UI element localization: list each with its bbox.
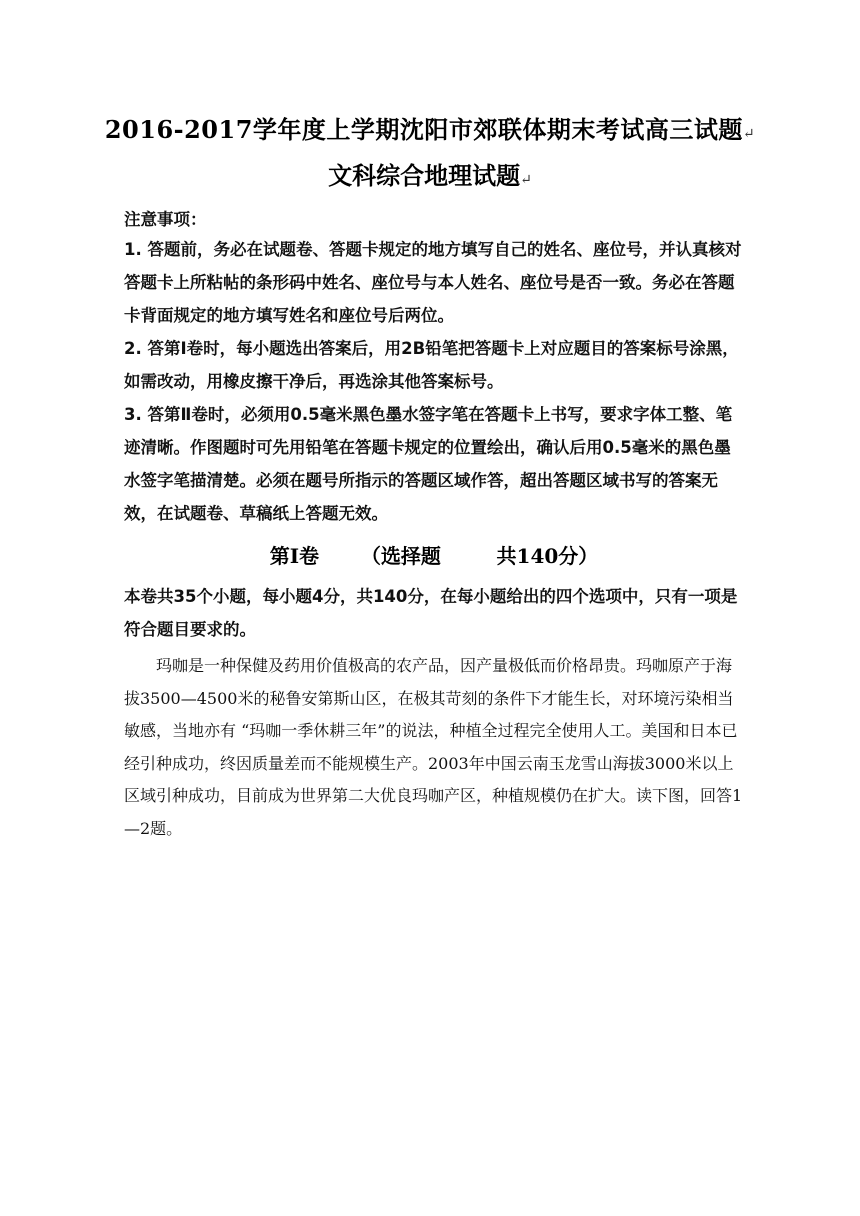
section-intro-text: 本卷共35个小题，每小题4分，共140分，在每小题给出的四个选项中，只有一项是符合题目要求的。 (124, 587, 738, 639)
passage-text: 玛咖是一种保健及药用价值极高的农产品，因产量极低而价格昂贵。玛咖原产于海拔3500—4500米的秘鲁安第斯山区，在极其苛刻的条件下才能生长，对环境污染相当敏感，当地亦有 “玛咖一季休耕三年”的说法，种植全过程完全使用人工。美国和日本已经引种成功，终因质量差而不能规模生产。2003年中国云南玉龙雪山海拔3000米以上区域引种成功，目前成为世界第二大优良玛咖产区，种植规模仍在扩大。读下图，回答1—2题。 (124, 656, 743, 838)
section-heading: 第Ⅰ卷 （选择题 共140分） (269, 544, 599, 568)
note-item-2 (124, 332, 744, 398)
paragraph-mark: ↵ (520, 172, 532, 188)
title-line-1: 2016-2017学年度上学期沈阳市郊联体期末考试高三试题 (104, 115, 743, 144)
title-line-2: 文科综合地理试题 (328, 161, 521, 190)
note-text: 3. 答第Ⅱ卷时，必须用0.5毫米黑色墨水签字笔在答题卡上书写，要求字体工整、笔迹清晰。作图题时可先用铅笔在答题卡规定的位置绘出，确认后用0.5毫米的黑色墨水签字笔描清楚。必须在题号所指示的答题区域作答，超出答题区域书写的答案无效，在试题卷、草稿纸上答题无效。 (124, 405, 733, 523)
document-title (100, 110, 760, 145)
note-text: 2. 答第Ⅰ卷时，每小题选出答案后，用2B铅笔把答题卡上对应题目的答案标号涂黑，如需改动，用橡皮擦干净后，再选涂其他答案标号。 (124, 339, 739, 391)
document-subtitle (100, 156, 760, 191)
note-item-3 (124, 398, 744, 530)
reading-passage (124, 650, 744, 845)
paragraph-mark: ↵ (742, 126, 756, 142)
note-text: 1. 答题前，务必在试题卷、答题卡规定的地方填写自己的姓名、座位号，并认真核对答题卡上所粘帖的条形码中姓名、座位号与本人姓名、座位号是否一致。务必在答题卡背面规定的地方填写姓名和座位号后两位。 (124, 240, 742, 325)
notes-heading: 注意事项： (124, 210, 207, 229)
section-intro (124, 580, 744, 646)
note-item-1 (124, 233, 744, 332)
